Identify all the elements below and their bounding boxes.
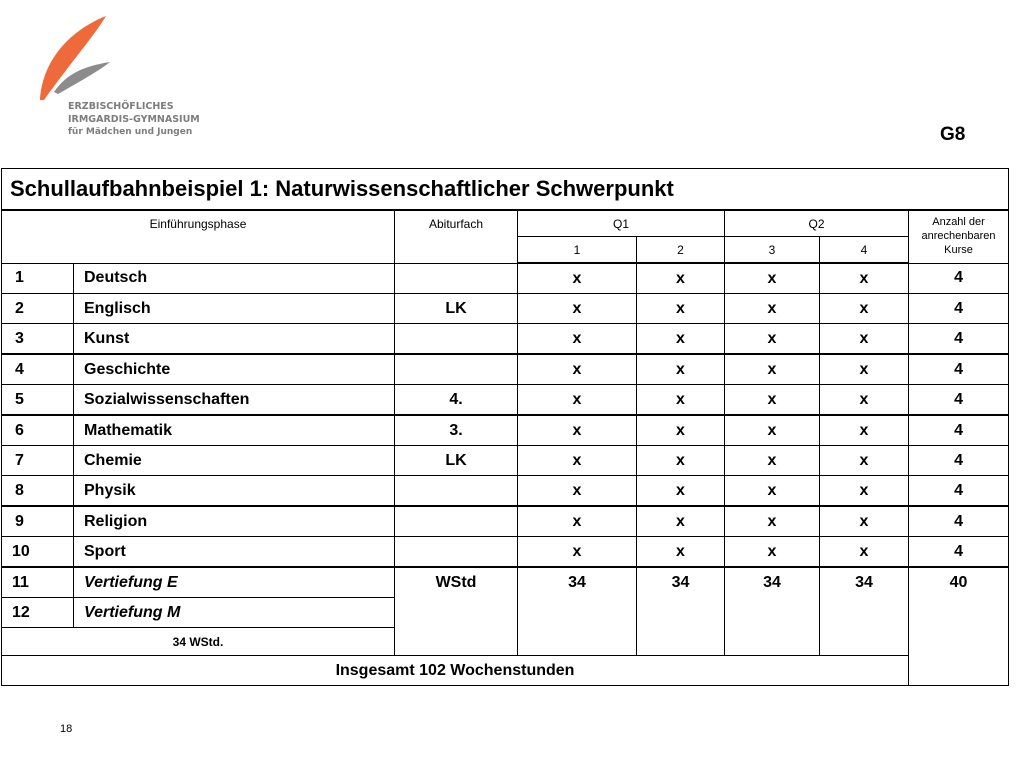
kurse-cell: 4: [909, 324, 1009, 355]
row-number: 6: [2, 415, 74, 446]
semester-cell: x: [637, 324, 725, 355]
semester-wstd-1: 34: [518, 567, 637, 656]
semester-cell: x: [637, 476, 725, 507]
subject-name: Englisch: [74, 294, 395, 324]
semester-cell: x: [820, 324, 909, 355]
row-number: 7: [2, 446, 74, 476]
kurse-total: 40: [909, 567, 1009, 686]
semester-cell: x: [518, 294, 637, 324]
subject-name: Physik: [74, 476, 395, 507]
subject-name: Kunst: [74, 324, 395, 355]
subject-name: Sozialwissenschaften: [74, 385, 395, 416]
semester-cell: x: [637, 263, 725, 294]
kurse-cell: 4: [909, 537, 1009, 568]
semester-cell: x: [725, 506, 820, 537]
header-q2: Q2: [725, 210, 909, 237]
semester-cell: x: [637, 385, 725, 416]
semester-cell: x: [820, 446, 909, 476]
row-number: 10: [2, 537, 74, 568]
logo-line-2: IRMGARDIS-GYMNASIUM: [68, 114, 200, 125]
page-number: 18: [60, 723, 73, 735]
semester-cell: x: [725, 354, 820, 385]
semester-cell: x: [725, 263, 820, 294]
kurse-cell: 4: [909, 415, 1009, 446]
abiturfach-cell: [395, 537, 518, 568]
header-semester-1: 1: [518, 237, 637, 264]
table-title: Schullaufbahnbeispiel 1: Naturwissenschaftlicher Schwerpunkt: [2, 169, 1009, 211]
table-row: [2, 263, 1009, 294]
row-number: 5: [2, 385, 74, 416]
abiturfach-cell: [395, 263, 518, 294]
semester-cell: x: [637, 294, 725, 324]
row-number: 2: [2, 294, 74, 324]
abiturfach-cell: LK: [395, 446, 518, 476]
kurse-cell: 4: [909, 354, 1009, 385]
semester-cell: x: [637, 446, 725, 476]
semester-cell: x: [820, 415, 909, 446]
semester-cell: x: [725, 324, 820, 355]
table-row: [2, 415, 1009, 446]
kurse-cell: 4: [909, 385, 1009, 416]
abiturfach-cell: [395, 506, 518, 537]
subject-name: Deutsch: [74, 263, 395, 294]
semester-cell: x: [518, 476, 637, 507]
abiturfach-cell: 4.: [395, 385, 518, 416]
subject-name: Mathematik: [74, 415, 395, 446]
logo-line-1: ERZBISCHÖFLICHES: [68, 101, 174, 112]
kurse-cell: 4: [909, 506, 1009, 537]
abiturfach-cell: LK: [395, 294, 518, 324]
abiturfach-cell: [395, 476, 518, 507]
table-row: [2, 567, 1009, 598]
semester-cell: x: [518, 263, 637, 294]
semester-cell: x: [820, 263, 909, 294]
abiturfach-cell: 3.: [395, 415, 518, 446]
semester-wstd-2: 34: [637, 567, 725, 656]
semester-wstd-3: 34: [725, 567, 820, 656]
subject-name: Vertiefung M: [74, 598, 395, 628]
row-number: 8: [2, 476, 74, 507]
header-anzahl-kurse: Anzahl der anrechenbaren Kurse: [909, 210, 1009, 263]
semester-cell: x: [518, 537, 637, 568]
semester-cell: x: [518, 415, 637, 446]
kurse-cell: 4: [909, 446, 1009, 476]
semester-cell: x: [518, 354, 637, 385]
semester-cell: x: [725, 294, 820, 324]
row-number: 12: [2, 598, 74, 628]
table-row: [2, 506, 1009, 537]
school-logo: [36, 14, 206, 144]
semester-cell: x: [820, 476, 909, 507]
semester-cell: x: [820, 385, 909, 416]
logo-line-3: für Mädchen und Jungen: [68, 127, 193, 137]
row-number: 11: [2, 567, 74, 598]
header-einfuehrungsphase: Einführungsphase: [2, 210, 395, 263]
header-abiturfach: Abiturfach: [395, 210, 518, 263]
arc-logo-icon: [36, 14, 126, 104]
table-row: [2, 476, 1009, 507]
subject-name: Chemie: [74, 446, 395, 476]
semester-cell: x: [820, 537, 909, 568]
semester-cell: x: [820, 294, 909, 324]
row-number: 1: [2, 263, 74, 294]
abiturfach-wstd: WStd: [395, 567, 518, 656]
semester-cell: x: [637, 506, 725, 537]
table-row: [2, 354, 1009, 385]
abiturfach-cell: [395, 354, 518, 385]
semester-cell: x: [725, 446, 820, 476]
kurse-cell: 4: [909, 476, 1009, 507]
semester-cell: x: [820, 506, 909, 537]
row-number: 4: [2, 354, 74, 385]
header-semester-2: 2: [637, 237, 725, 264]
semester-cell: x: [725, 537, 820, 568]
table-row: [2, 537, 1009, 568]
table-row: [2, 446, 1009, 476]
total-hours: Insgesamt 102 Wochenstunden: [2, 656, 909, 686]
row-number: 9: [2, 506, 74, 537]
subject-name: Religion: [74, 506, 395, 537]
page-tag: G8: [940, 124, 966, 145]
table-row: [2, 324, 1009, 355]
table-row: [2, 656, 1009, 686]
semester-cell: x: [725, 415, 820, 446]
subject-name: Sport: [74, 537, 395, 568]
course-table: [1, 168, 1009, 686]
semester-cell: x: [518, 506, 637, 537]
table-row: [2, 294, 1009, 324]
abiturfach-cell: [395, 324, 518, 355]
logo-text: [68, 100, 200, 139]
semester-wstd-4: 34: [820, 567, 909, 656]
subject-name: Vertiefung E: [74, 567, 395, 598]
row-number: 3: [2, 324, 74, 355]
header-q1: Q1: [518, 210, 725, 237]
subject-name: Geschichte: [74, 354, 395, 385]
kurse-cell: 4: [909, 263, 1009, 294]
semester-cell: x: [637, 354, 725, 385]
semester-cell: x: [725, 476, 820, 507]
wstd-note: 34 WStd.: [2, 628, 395, 656]
semester-cell: x: [820, 354, 909, 385]
header-semester-4: 4: [820, 237, 909, 264]
semester-cell: x: [518, 446, 637, 476]
semester-cell: x: [518, 324, 637, 355]
semester-cell: x: [637, 415, 725, 446]
table-row: [2, 385, 1009, 416]
semester-cell: x: [725, 385, 820, 416]
kurse-cell: 4: [909, 294, 1009, 324]
header-semester-3: 3: [725, 237, 820, 264]
semester-cell: x: [637, 537, 725, 568]
semester-cell: x: [518, 385, 637, 416]
